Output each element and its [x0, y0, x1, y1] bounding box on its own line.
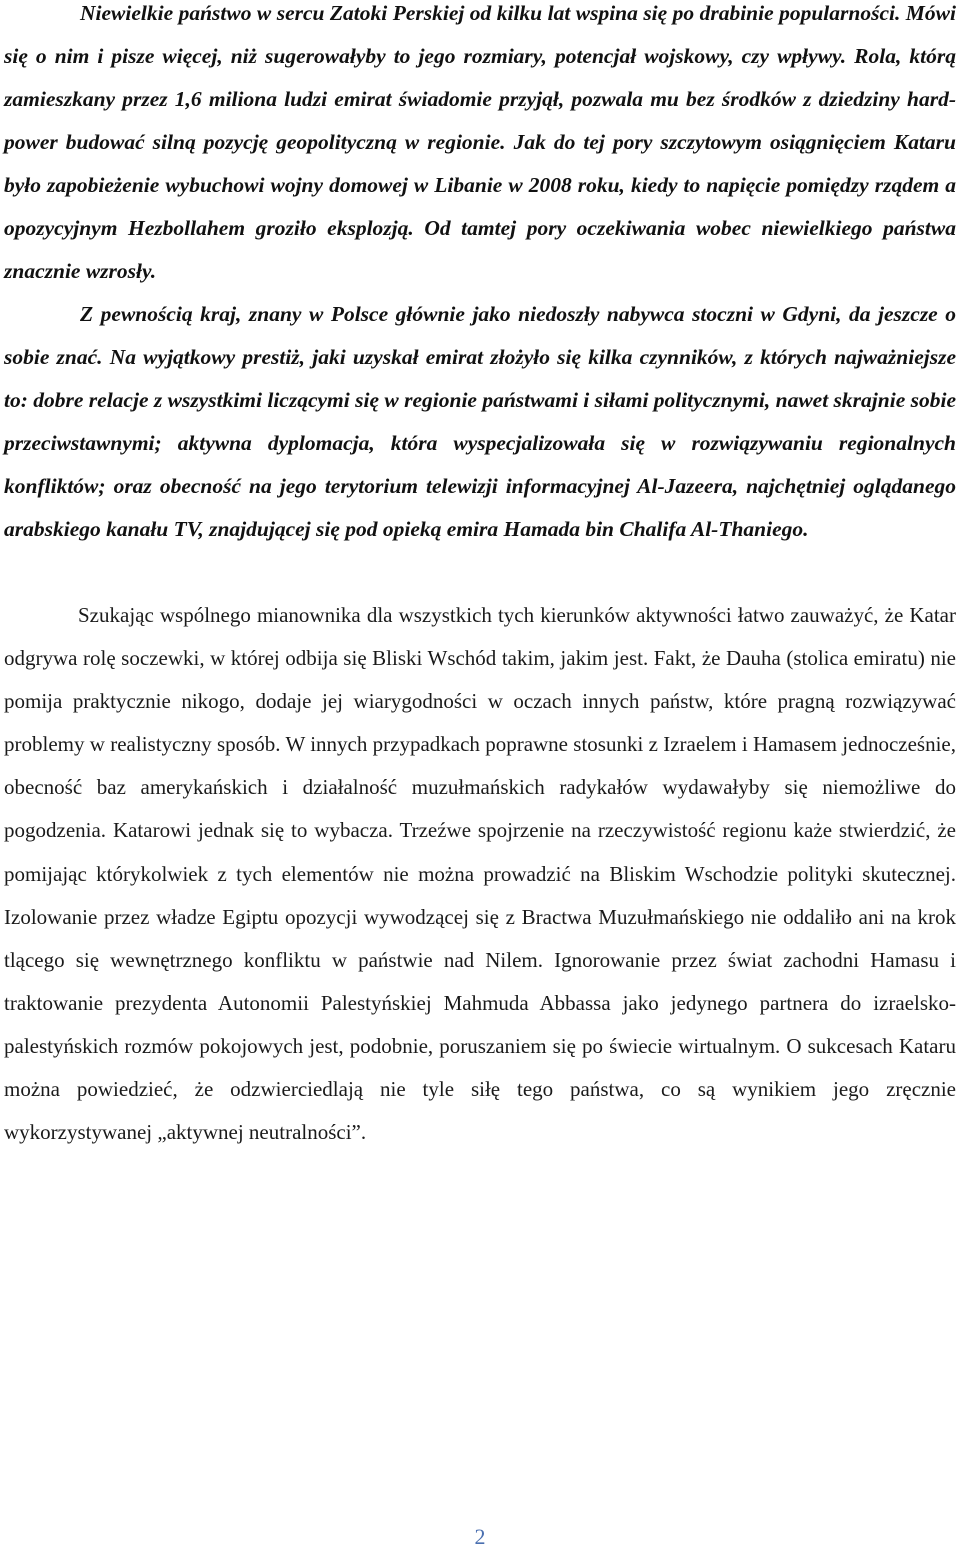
- paragraph-gap: [4, 551, 956, 594]
- document-page: [4, 0, 956, 1154]
- lead-paragraph-2: Z pewnością kraj, znany w Polsce głównie jako niedoszły nabywca stoczni w Gdyni, da jeszcze o sobie znać. Na wyjątkowy prestiż, jaki uzyskał emirat złożyło się kilka czynników, z których najważniejsze to: dobre relacje z wszystkimi liczącymi się w regionie państwami i siłami politycznymi, nawet skrajnie sobie przeciwstawnymi; aktywna dyplomacja, która wyspecjalizowała się w rozwiązywaniu regionalnych konfliktów; oraz obecność na jego terytorium telewizji informacyjnej Al-Jazeera, najchętniej oglądanego arabskiego kanału TV, znajdującej się pod opieką emira Hamada bin Chalifa Al-Thaniego.: [4, 302, 956, 541]
- page-number: 2: [474, 1524, 486, 1549]
- lead-paragraph-1: Niewielkie państwo w sercu Zatoki Perskiej od kilku lat wspina się po drabinie popularności. Mówi się o nim i pisze więcej, niż sugerowałyby to jego rozmiary, potencjał wojskowy, czy wpływy. Rola, którą zamieszkany przez 1,6 miliona ludzi emirat świadomie przyjął, pozwala mu bez środków z dziedziny hard-power budować silną pozycję geopolityczną w regionie. Jak do tej pory szczytowym osiągnięciem Kataru było zapobieżenie wybuchowi wojny domowej w Libanie w 2008 roku, kiedy to napięcie pomiędzy rządem a opozycyjnym Hezbollahem groziło eksplozją. Od tamtej pory oczekiwania wobec niewielkiego państwa znacznie wzrosły.: [4, 1, 956, 283]
- body-paragraph-1: Szukając wspólnego mianownika dla wszystkich tych kierunków aktywności łatwo zauważyć, że Katar odgrywa rolę soczewki, w której odbija się Bliski Wschód takim, jakim jest. Fakt, że Dauha (stolica emiratu) nie pomija praktycznie nikogo, dodaje jej wiarygodności w oczach innych państw, które pragną rozwiązywać problemy w realistyczny sposób. W innych przypadkach poprawne stosunki z Izraelem i Hamasem jednocześnie, obecność baz amerykańskich i działalność muzułmańskich radykałów wydawałyby się niemożliwe do pogodzenia. Katarowi jednak się to wybacza. Trzeźwe spojrzenie na rzeczywistość regionu każe stwierdzić, że pomijając którykolwiek z tych elementów nie można prowadzić na Bliskim Wschodzie polityki skutecznej. Izolowanie przez władze Egiptu opozycji wywodzącej się z Bractwa Muzułmańskiego nie oddaliło ani na krok tlącego się wewnętrznego konfliktu w państwie nad Nilem. Ignorowanie przez świat zachodni Hamasu i traktowanie prezydenta Autonomii Palestyńskiej Mahmuda Abbassa jako jedynego partnera do izraelsko-palestyńskich rozmów pokojowych jest, podobnie, poruszaniem się po świecie wirtualnym. O sukcesach Kataru można powiedzieć, że odzwierciedlają nie tyle siłę tego państwa, co są wynikiem jego zręcznie wykorzystywanej „aktywnej neutralności”.: [4, 603, 956, 1145]
